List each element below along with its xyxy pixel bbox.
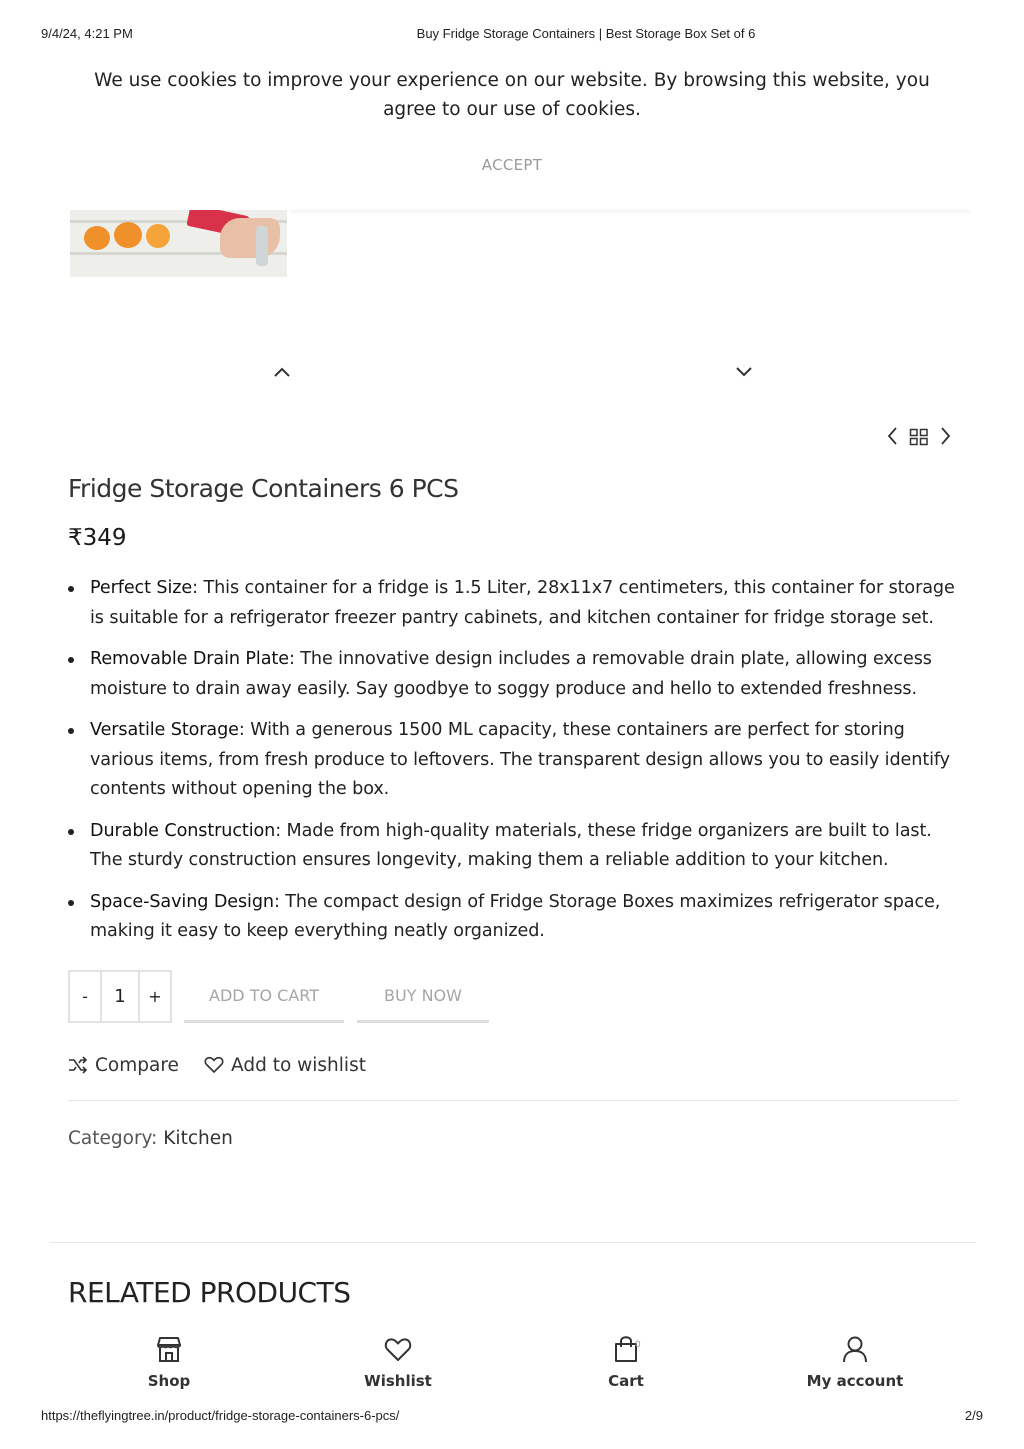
product-navigation	[884, 426, 956, 448]
compare-link[interactable]	[68, 1052, 179, 1078]
user-icon	[795, 1334, 915, 1368]
print-url: https://theflyingtree.in/product/fridge-storage-containers-6-pcs/	[41, 1408, 400, 1423]
feature-label: Perfect Size	[90, 578, 193, 598]
product-title: Fridge Storage Containers 6 PCS	[68, 474, 459, 503]
chevron-up-icon[interactable]	[272, 364, 292, 380]
shuffle-icon	[68, 1056, 88, 1074]
product-thumbnail[interactable]	[70, 210, 287, 277]
divider	[68, 1100, 958, 1101]
heart-icon	[204, 1056, 224, 1074]
nav-cart[interactable]	[566, 1334, 686, 1390]
buy-now-button[interactable]: BUY NOW	[357, 970, 489, 1023]
print-header	[0, 26, 1024, 44]
quantity-minus-button[interactable]: -	[82, 987, 88, 1006]
compare-label: Compare	[95, 1054, 179, 1076]
grid-icon[interactable]	[909, 428, 929, 450]
nav-my-account[interactable]	[795, 1334, 915, 1390]
feature-item	[68, 888, 968, 947]
nav-my-account-label: My account	[806, 1372, 904, 1390]
nav-shop[interactable]	[109, 1334, 229, 1390]
feature-label: Removable Drain Plate	[90, 649, 289, 669]
feature-label: Durable Construction	[90, 820, 276, 841]
chevron-down-icon[interactable]	[734, 364, 754, 380]
heart-icon	[338, 1334, 458, 1368]
nav-wishlist[interactable]	[338, 1334, 458, 1390]
feature-label: Space-Saving Design	[90, 891, 274, 912]
add-to-wishlist-link[interactable]	[204, 1052, 366, 1078]
chevron-left-icon[interactable]	[886, 426, 900, 450]
feature-text: : Made from high-quality materials, these fridge organizers are built to last. The sturdy construction ensures longevity, making them a reliable addition to your kitchen.	[90, 820, 932, 870]
feature-item	[68, 574, 968, 633]
feature-item	[68, 716, 968, 805]
divider	[49, 1242, 976, 1243]
feature-text: : This container for a fridge is 1.5 Liter, 28x11x7 centimeters, this container for storage is suitable for a refrigerator freezer pantry cabinets, and kitchen container for fridge storage set.	[90, 578, 955, 628]
cookie-accept-button[interactable]: ACCEPT	[462, 156, 562, 174]
related-products-heading: RELATED PRODUCTS	[68, 1276, 351, 1309]
feature-text: : The innovative design includes a removable drain plate, allowing excess moisture to drain away easily. Say goodbye to soggy produce and hello to extended freshness.	[90, 649, 932, 699]
feature-text: : The compact design of Fridge Storage Boxes maximizes refrigerator space, making it easy to keep everything neatly organized.	[90, 891, 941, 941]
cookie-notice-text: We use cookies to improve your experience on our website. By browsing this website, you agree to our use of cookies.	[94, 70, 930, 120]
print-page-title: Buy Fridge Storage Containers | Best Storage Box Set of 6	[416, 26, 756, 41]
chevron-right-icon[interactable]	[938, 426, 952, 450]
feature-label: Versatile Storage	[90, 720, 239, 740]
quantity-input[interactable]: 1	[100, 972, 140, 1021]
category-link[interactable]: Kitchen	[163, 1128, 233, 1149]
print-footer	[0, 1408, 1024, 1426]
add-to-cart-button[interactable]: ADD TO CART	[184, 970, 344, 1023]
store-icon	[109, 1334, 229, 1368]
feature-item	[68, 817, 968, 876]
nav-shop-label: Shop	[147, 1372, 191, 1390]
print-datetime: 9/4/24, 4:21 PM	[41, 26, 133, 41]
cart-count-badge: 0	[635, 1340, 641, 1350]
feature-item	[68, 645, 968, 704]
wishlist-label: Add to wishlist	[231, 1054, 366, 1076]
feature-list	[68, 574, 968, 959]
product-price: ₹349	[68, 525, 127, 551]
quantity-plus-button[interactable]: +	[148, 987, 162, 1006]
nav-wishlist-label: Wishlist	[364, 1372, 432, 1390]
product-category	[68, 1128, 233, 1149]
gallery-main-image-edge	[290, 210, 970, 215]
print-page-number: 2/9	[964, 1408, 983, 1423]
bottom-navigation	[0, 1334, 1024, 1398]
quantity-stepper	[68, 970, 172, 1023]
feature-text: : With a generous 1500 ML capacity, these containers are perfect for storing various items, from fresh produce to leftovers. The transparent design allows you to easily identify contents without opening the box.	[90, 720, 950, 799]
nav-cart-label: Cart	[608, 1372, 644, 1390]
category-label: Category:	[68, 1128, 158, 1149]
shopping-bag-icon	[566, 1334, 686, 1368]
